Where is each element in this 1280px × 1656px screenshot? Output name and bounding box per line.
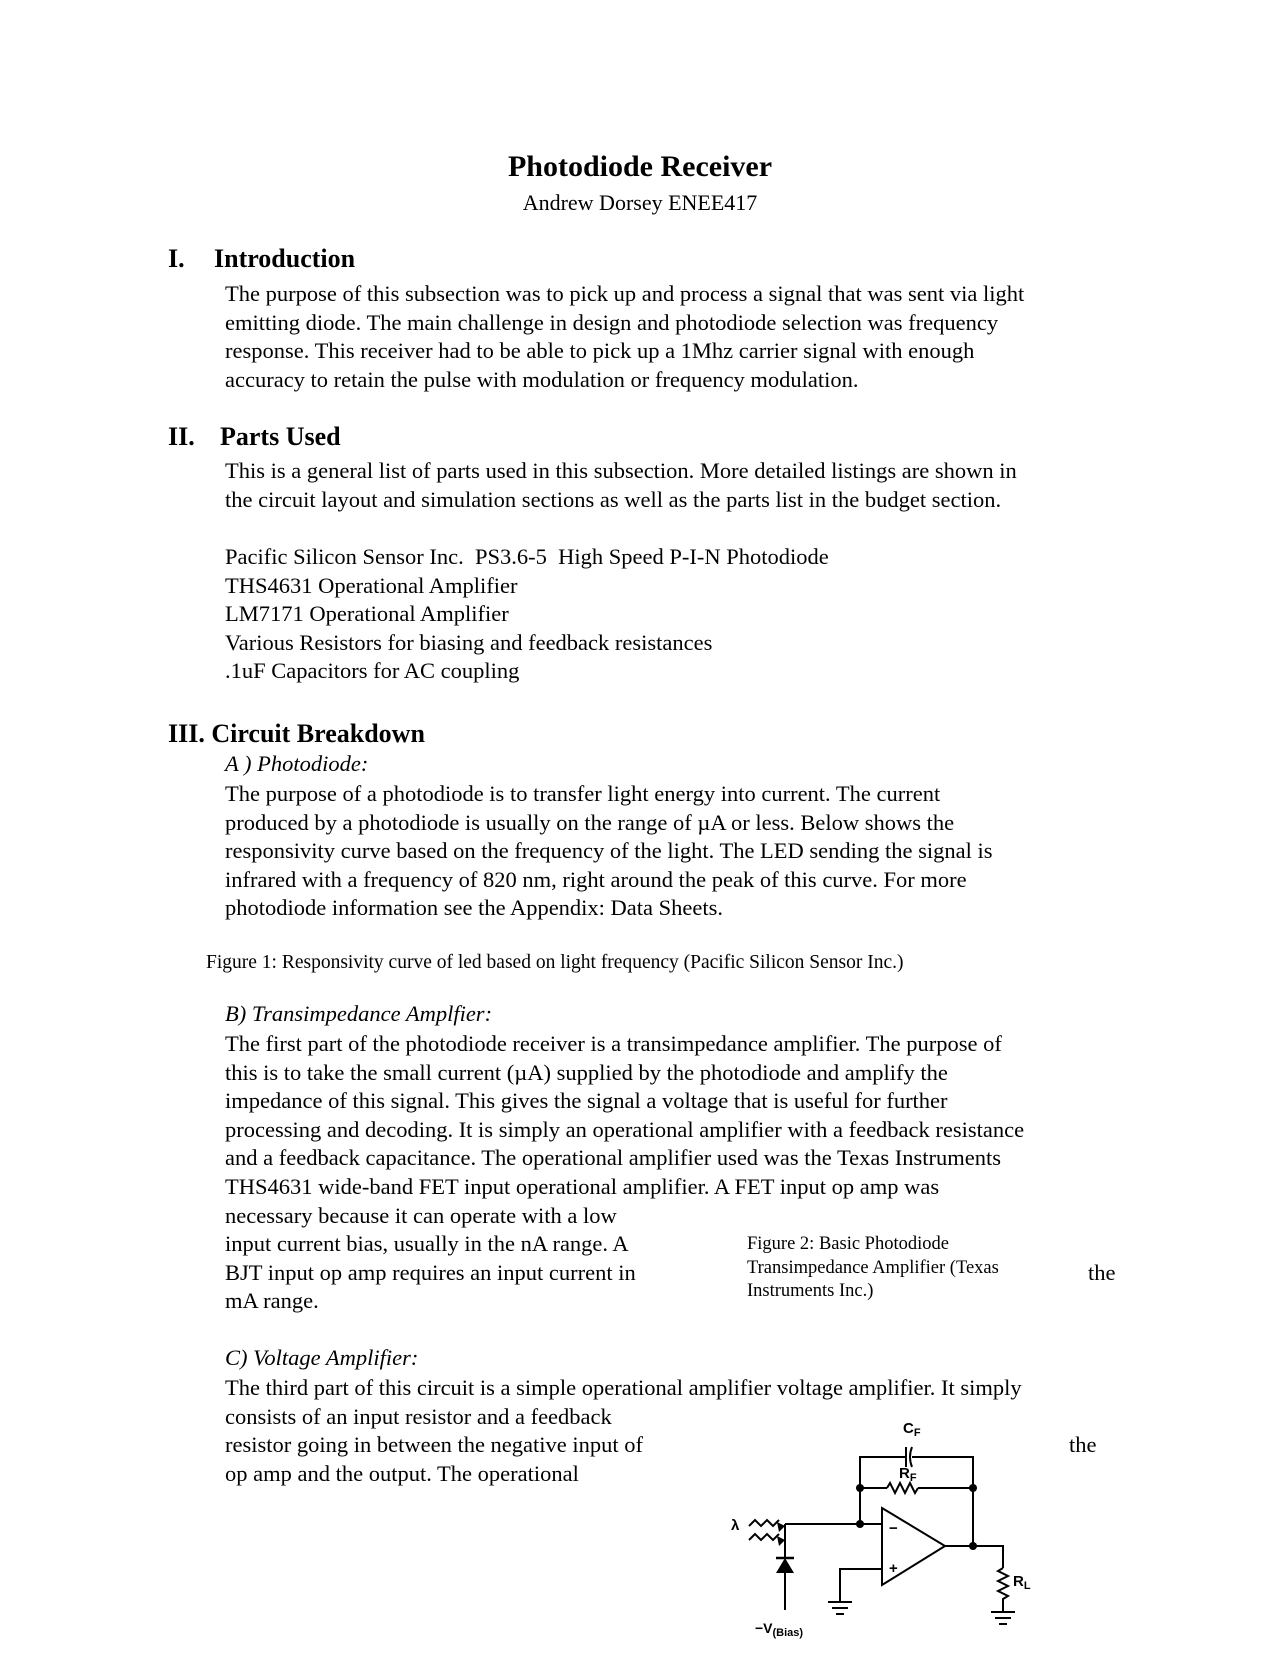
paragraph-line: BJT input op amp requires an input current in [225,1259,636,1285]
arrow-head [777,1536,785,1546]
light-arrow [749,1520,779,1526]
wire [840,1569,882,1602]
light-arrow [749,1534,779,1540]
paragraph-line: mA range. [225,1288,319,1314]
paragraph-line: responsivity curve based on the frequency of the light. The LED sending the signal is [225,838,993,864]
wire [945,1488,973,1546]
caption-line: Instruments Inc.) [747,1281,874,1301]
caption-line: Transimpedance Amplifier (Texas [747,1257,999,1278]
list-item: Pacific Silicon Sensor Inc. PS3.6-5 High Speed P-I-N Photodiode [225,544,829,569]
parts-list [225,543,829,686]
label-noninverting-input: + [889,1560,898,1577]
label-cf: $C_F$ [903,1420,921,1439]
section-number: II. [168,422,195,451]
paragraph-line: The third part of this circuit is a simple operational amplifier voltage amplifier. It simply [225,1375,1022,1400]
caption-line: Figure 2: Basic Photodiode [747,1234,949,1254]
photodiode-symbol [776,1558,794,1573]
list-item: .1uF Capacitors for AC coupling [225,658,520,684]
paragraph-line: op amp and the output. The operational [225,1460,579,1486]
paragraph-line: and a feedback capacitance. The operational amplifier used was the Texas Instruments [225,1145,1002,1171]
section-number: I. [168,244,185,273]
resistor-rf [887,1483,918,1493]
photodiode-paragraph [225,780,993,923]
label-lambda: λ [731,1517,740,1534]
junction-dot [969,1542,977,1550]
label-rl: $R_L$ [1013,1573,1031,1592]
paragraph-line: The purpose of this subsection was to pick up and process a signal that was sent via light [225,281,1025,306]
capacitor-cf [906,1447,912,1467]
ground-symbol [991,1612,1015,1624]
paragraph-line: produced by a photodiode is usually on the range of µA or less. Below shows the [225,809,955,835]
section-title: Introduction [214,244,356,273]
ground-symbol [828,1602,852,1614]
paragraph-line: emitting diode. The main challenge in design and photodiode selection was frequency [225,309,999,335]
figure-2-caption [747,1233,999,1304]
junction-dot [856,1520,864,1528]
resistor-rl [998,1568,1008,1612]
paragraph-line: The purpose of a photodiode is to transfer light energy into current. The current [225,781,941,806]
parts-paragraph [225,457,1017,514]
section-parts-heading [168,422,341,452]
page-title: Photodiode Receiver [507,150,773,183]
subsection-c-label: C) Voltage Amplifier: [225,1345,419,1370]
paragraph-line: impedance of this signal. This gives the signal a voltage that is useful for further [225,1088,948,1114]
label-inverting-input: − [889,1520,898,1537]
intro-paragraph [225,280,1024,394]
paragraph-line: The first part of the photodiode receiver is a transimpedance amplifier. The purpose of [225,1031,1002,1056]
paragraph-line: processing and decoding. It is simply an operational amplifier with a feedback resistance [225,1116,1025,1142]
transimpedance-schematic [715,1410,1045,1650]
paragraph-line: accuracy to retain the pulse with modulation or frequency modulation. [225,366,859,392]
subsection-a-label: A ) Photodiode: [225,751,369,776]
paragraph-trailing-word: the [1088,1260,1116,1285]
paragraph-line: this is to take the small current (µA) supplied by the photodiode and amplify the [225,1059,948,1085]
list-item: THS4631 Operational Amplifier [225,572,518,598]
figure-1-caption: Figure 1: Responsivity curve of led based on light frequency (Pacific Silicon Sensor Inc.) [206,952,904,973]
list-item: LM7171 Operational Amplifier [225,601,509,627]
section-title: Circuit Breakdown [211,719,425,748]
junction-dot [969,1484,977,1492]
author-line: Andrew Dorsey ENEE417 [522,190,758,215]
label-vbias: $-V_{(Bias)}$ [755,1620,804,1639]
junction-dot [856,1484,864,1492]
paragraph-line: input current bias, usually in the nA range. A [225,1231,629,1257]
paragraph-line: the circuit layout and simulation sections as well as the parts list in the budget section. [225,486,1002,512]
wire [912,1457,973,1488]
paragraph-line: infrared with a frequency of 820 nm, right around the peak of this curve. For more [225,866,967,892]
section-number: III. [168,719,205,748]
paragraph-line: consists of an input resistor and a feedback [225,1403,612,1429]
paragraph-line: necessary because it can operate with a low [225,1202,617,1228]
paragraph-line: resistor going in between the negative input of [225,1432,644,1458]
list-item: Various Resistors for biasing and feedback resistances [225,629,713,655]
label-rf: $R_F$ [899,1465,917,1484]
subsection-b-label: B) Transimpedance Amplfier: [225,1001,493,1026]
paragraph-trailing-word: the [1069,1432,1097,1457]
paragraph-line: This is a general list of parts used in this subsection. More detailed listings are shown in [225,458,1017,483]
section-intro-heading [168,244,355,274]
paragraph-line: photodiode information see the Appendix: Data Sheets. [225,895,724,921]
paragraph-line: THS4631 wide-band FET input operational amplifier. A FET input op amp was [225,1173,940,1199]
section-title: Parts Used [220,422,341,451]
arrow-head [777,1522,785,1532]
paragraph-line: response. This receiver had to be able to pick up a 1Mhz carrier signal with enough [225,338,975,364]
wire [973,1546,1003,1568]
section-circuit-heading [168,719,425,749]
